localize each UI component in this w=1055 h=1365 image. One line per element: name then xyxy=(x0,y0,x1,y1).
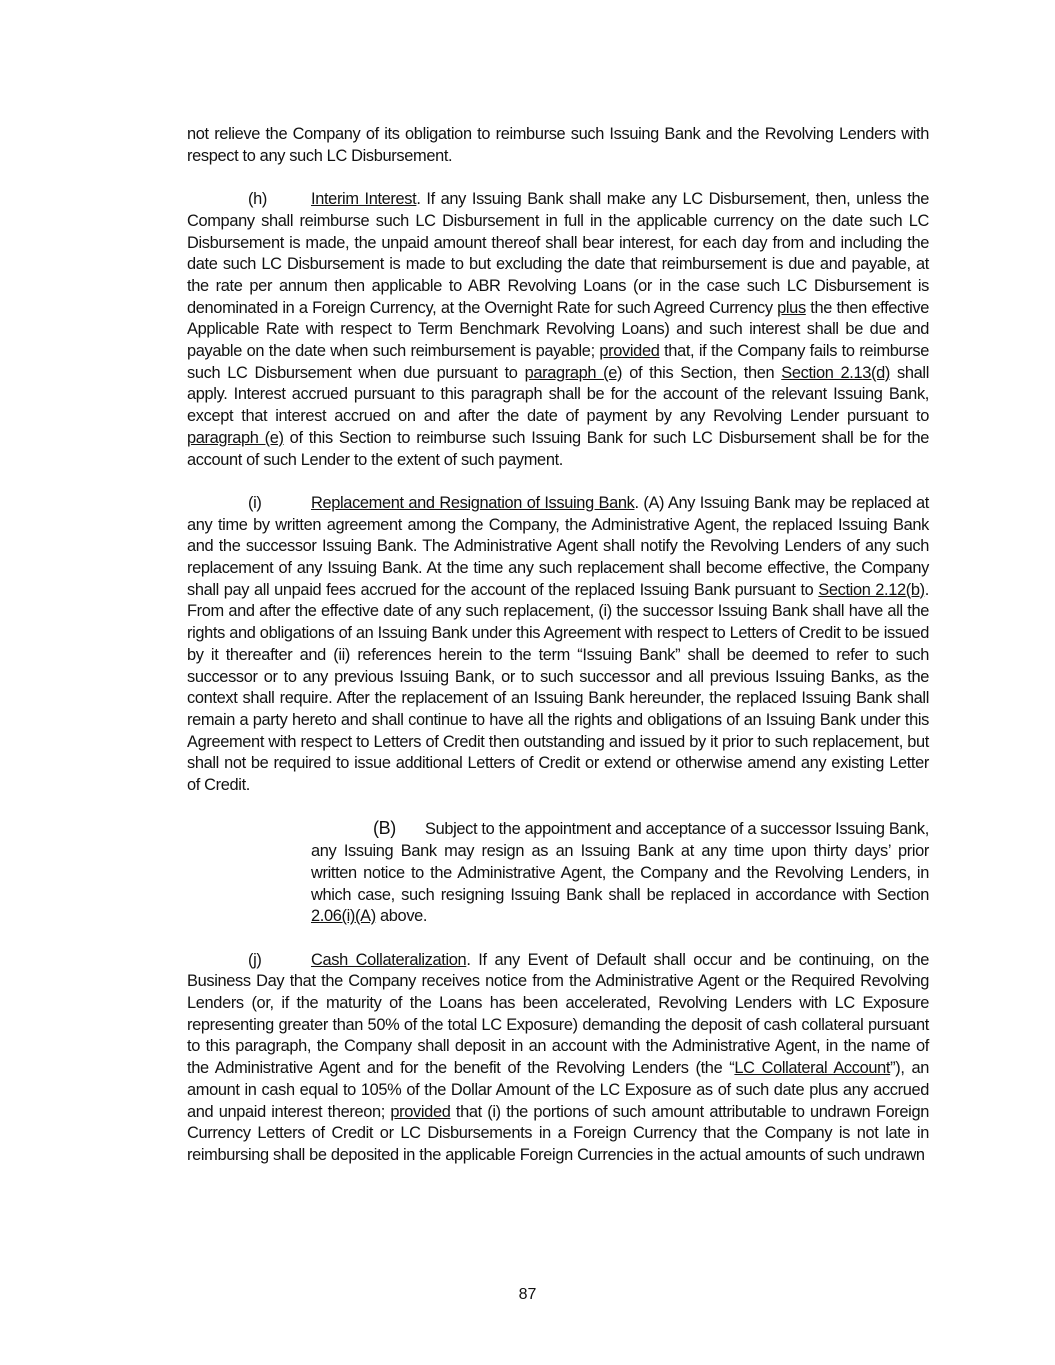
section-h-text: the then effective Applicable Rate with respect to Term Benchmark Revolving Loans) and such interest shall be due and payable on the date when such reimbursement is payable; xyxy=(187,298,929,361)
continuation-text: not relieve the Company of its obligation to reimburse such Issuing Bank and the Revolving Lenders with respect to any such LC Disbursement. xyxy=(187,125,929,165)
section-h-text: of this Section, then xyxy=(622,363,782,382)
section-2-06-i-a-link[interactable]: 2.06(i)(A) xyxy=(311,907,376,926)
plus-term: plus xyxy=(777,298,806,317)
section-j-text: that (i) the portions of such amount attributable to undrawn Foreign Currency Letters of Credit or LC Disbursements in a Foreign Currency that the Company is not late in reimbursing shall be deposited in the applicable Foreign Currencies in the actual amounts of such undrawn xyxy=(187,1102,929,1164)
section-j-text: . If any Event of Default shall occur and be continuing, on the Business Day that the Company receives notice from the Administrative Agent or the Required Revolving Lenders (or, if the maturity of the Loans has been accelerated, Revolving Lenders with LC Exposure representing greater than 50% of the total LC Exposure) demanding the deposit of cash collateral pursuant to this paragraph, the Company shall deposit in an account with the Administrative Agent, in the name of the Administrative Agent and for the benefit of the Revolving Lenders (the “ xyxy=(187,950,930,1078)
provided-term: provided xyxy=(599,342,660,361)
section-h-text: . If any Issuing Bank shall make any LC Disbursement, then, unless the Company shall reimburse such LC Disbursement in full in the applicable currency on the date such LC Disbursement is made, the unpaid amount thereof shall bear interest, for each day from and including the date such LC Disbursement is made to but excluding the date that reimbursement is due and payable, at the rate per annum then applicable to ABR Revolving Loans (or in the case such LC Disbursement is denominated in a Foreign Currency, at the Overnight Rate for such Agreed Currency xyxy=(187,190,930,317)
section-i-heading: Replacement and Resignation of Issuing Bank xyxy=(311,493,635,512)
section-i-b-text: above. xyxy=(375,907,428,926)
section-h-text: that, if the Company fails to reimburse such LC Disbursement when due pursuant to xyxy=(187,342,929,382)
document-body xyxy=(187,124,929,1188)
section-i-b-number: (B) xyxy=(373,818,396,839)
section-h-text: of this Section to reimburse such Issuing Bank for such LC Disbursement shall be for the account of such Lender to the extent of such payment. xyxy=(187,428,929,469)
provided-term: provided xyxy=(390,1102,451,1121)
section-j-paragraph xyxy=(187,950,929,1167)
section-i-b-paragraph xyxy=(311,818,929,928)
section-i-paragraph xyxy=(187,493,929,797)
paragraph-e-link[interactable]: paragraph (e) xyxy=(524,363,623,382)
section-i-b-text: Subject to the appointment and acceptance of a successor Issuing Bank, any Issuing Bank may resign as an Issuing Bank at any time upon thirty days’ prior written notice to the Administrative Agent, the Company and the Revolving Lenders, in which case, such resigning Issuing Bank shall be replaced in accordance with Section xyxy=(311,820,929,904)
section-h-heading: Interim Interest xyxy=(311,190,417,209)
paragraph-e-link[interactable]: paragraph (e) xyxy=(187,428,284,447)
section-i-text: . (A) Any Issuing Bank may be replaced at any time by written agreement among the Company, the Administrative Agent, the replaced Issuing Bank and the successor Issuing Bank. The Administrative Agent shall notify the Revolving Lenders of any such replacement of any Issuing Bank. At the time any such replacement shall become effective, the Company shall pay all unpaid fees accrued for the account of the replaced Issuing Bank pursuant to xyxy=(187,493,929,599)
section-h-text: shall apply. Interest accrued pursuant to this paragraph shall be for the account of the relevant Issuing Bank, except that interest accrued on and after the date of payment by any Revolving Lender pursuant to xyxy=(187,363,929,426)
continuation-paragraph xyxy=(187,124,929,167)
section-j-number: (j) xyxy=(248,950,262,969)
section-2-12-b-link[interactable]: Section 2.12(b) xyxy=(818,580,925,599)
section-2-13-d-link[interactable]: Section 2.13(d) xyxy=(781,363,891,382)
lc-collateral-account-term: LC Collateral Account xyxy=(734,1059,891,1078)
section-h-paragraph xyxy=(187,189,929,471)
page-number: 87 xyxy=(518,1286,537,1303)
section-j-heading: Cash Collateralization xyxy=(311,950,467,969)
section-i-text: . From and after the effective date of any such replacement, (i) the successor Issuing Bank shall have all the rights and obligations of an Issuing Bank under this Agreement with respect to Letters of Credit to be issued by it thereafter and (ii) references herein to the term “Issuing Bank” shall be deemed to refer to such successor or to any previous Issuing Bank, or to such successor and all previous Issuing Banks, as the context shall require. After the replacement of an Issuing Bank hereunder, the replaced Issuing Bank shall remain a party hereto and shall continue to have all the rights and obligations of an Issuing Bank under this Agreement with respect to Letters of Credit then outstanding and issued by it prior to such replacement, but shall not be required to issue additional Letters of Credit or extend or otherwise amend any existing Letter of Credit. xyxy=(187,580,929,795)
section-h-number: (h) xyxy=(248,190,267,209)
section-j-text: ”), an amount in cash equal to 105% of the Dollar Amount of the LC Exposure as of such date plus any accrued and unpaid interest thereon; xyxy=(187,1059,930,1121)
section-i-number: (i) xyxy=(248,493,262,512)
